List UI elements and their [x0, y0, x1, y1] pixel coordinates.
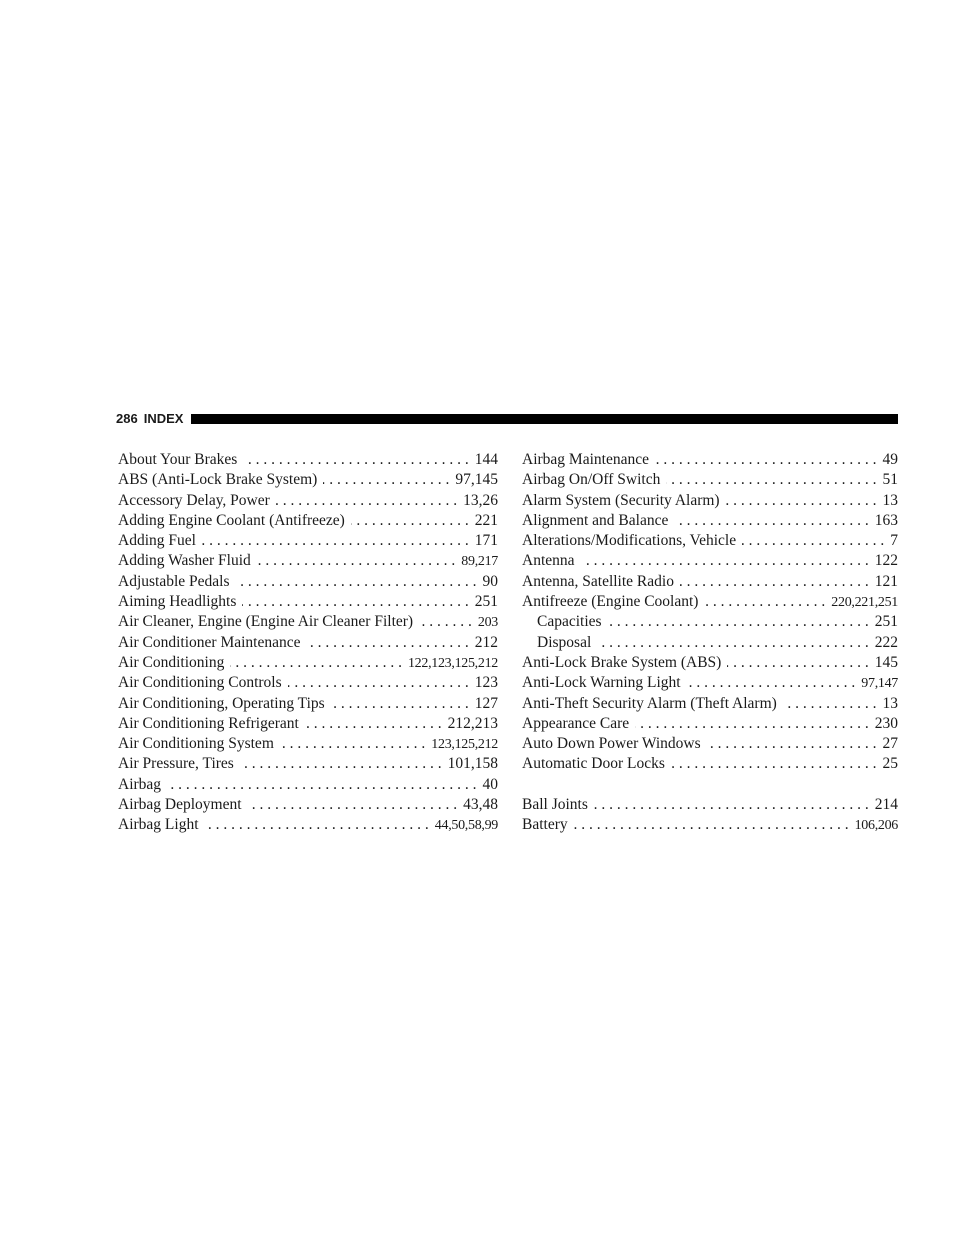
entry-pages: 212,213: [447, 714, 498, 732]
dot-leader: [242, 592, 468, 612]
index-entry: [118, 531, 498, 551]
entry-pages: 25: [882, 755, 898, 773]
entry-label: Alarm System (Security Alarm): [522, 491, 720, 509]
index-entry: [522, 450, 898, 470]
dot-leader: [783, 694, 877, 714]
index-subentry: [522, 612, 898, 632]
index-entry: [118, 694, 498, 714]
index-entry: [118, 592, 498, 612]
dot-leader: [680, 572, 869, 592]
dot-leader: [581, 551, 869, 571]
entry-label: Antenna, Satellite Radio: [522, 572, 674, 590]
index-entry: [118, 633, 498, 653]
dot-leader: [674, 511, 868, 531]
entry-label: Air Conditioner Maintenance: [118, 633, 301, 651]
index-entry: [522, 673, 898, 693]
entry-label: Auto Down Power Windows: [522, 735, 701, 753]
entry-label: Air Conditioning System: [118, 735, 274, 753]
index-entry: [118, 673, 498, 693]
entry-pages: 43,48: [463, 796, 498, 814]
index-entry: [522, 491, 898, 511]
entry-label: Air Conditioning Refrigerant: [118, 714, 299, 732]
index-entry: [522, 551, 898, 571]
entry-pages: 230: [874, 714, 898, 732]
entry-label: Appearance Care: [522, 714, 630, 732]
entry-label: About Your Brakes: [118, 451, 238, 468]
index-entry: [522, 795, 898, 815]
dot-leader: [331, 694, 469, 714]
dot-leader: [608, 612, 869, 632]
index-entry: [118, 551, 498, 571]
dot-leader: [687, 673, 856, 693]
entry-pages: 13,26: [463, 491, 498, 509]
dot-leader: [305, 714, 442, 734]
dot-leader: [671, 754, 877, 774]
dot-leader: [167, 775, 476, 795]
entry-label: Air Conditioning: [118, 653, 225, 671]
entry-label: Airbag Deployment: [118, 796, 242, 814]
dot-leader: [707, 734, 877, 754]
dot-leader: [276, 491, 457, 511]
entry-label: Air Cleaner, Engine (Engine Air Cleaner Filter): [118, 613, 414, 631]
index-entry: [118, 734, 498, 754]
entry-label: Adding Washer Fluid: [118, 552, 251, 570]
entry-pages: 89,217: [461, 554, 498, 570]
index-entry: [118, 815, 498, 835]
entry-label: Battery: [522, 816, 568, 834]
entry-pages: 144: [474, 451, 498, 468]
entry-label: Aiming Headlights: [118, 593, 237, 611]
dot-leader: [257, 551, 456, 571]
index-column-left: [118, 450, 498, 836]
entry-label: Airbag On/Off Switch: [522, 471, 661, 489]
entry-pages: 13: [882, 694, 898, 712]
entry-pages: 97,147: [861, 676, 898, 692]
dot-leader: [205, 815, 429, 835]
entry-pages: 90: [482, 572, 498, 590]
dot-leader: [280, 734, 425, 754]
entry-pages: 203: [477, 615, 498, 631]
entry-label: Air Conditioning Controls: [118, 674, 282, 692]
index-entry: [118, 491, 498, 511]
entry-pages: 145: [874, 653, 898, 671]
section-title: INDEX: [143, 411, 184, 426]
entry-pages: 97,145: [455, 471, 498, 489]
index-entry: [522, 592, 898, 612]
entry-label: ABS (Anti-Lock Brake System): [118, 471, 318, 489]
entry-label: Air Pressure, Tires: [118, 755, 234, 773]
page-header: [116, 412, 898, 426]
index-entry: [118, 612, 498, 632]
dot-leader: [726, 491, 877, 511]
dot-leader: [307, 633, 469, 653]
entry-label: Anti-Theft Security Alarm (Theft Alarm): [522, 694, 777, 712]
index-entry: [118, 714, 498, 734]
index-entry: [118, 572, 498, 592]
dot-leader: [666, 470, 876, 490]
index-subentry: [522, 633, 898, 653]
index-entry: [522, 694, 898, 714]
entry-pages: 122: [874, 552, 898, 570]
entry-label: Anti-Lock Warning Light: [522, 674, 681, 692]
entry-label: Adding Engine Coolant (Antifreeze): [118, 511, 345, 529]
entry-label: Ball Joints: [522, 796, 588, 814]
entry-label: Adding Fuel: [118, 532, 196, 550]
entry-label: Anti-Lock Brake System (ABS): [522, 653, 722, 671]
index-entry: [118, 511, 498, 531]
page-number: 286: [116, 411, 138, 426]
dot-leader: [202, 531, 469, 551]
entry-pages: 121: [874, 572, 898, 590]
index-entry: [522, 653, 898, 673]
entry-pages: 106,206: [854, 818, 898, 834]
entry-label: Automatic Door Locks: [522, 755, 665, 773]
dot-leader: [240, 754, 442, 774]
entry-label: Antifreeze (Engine Coolant): [522, 593, 699, 611]
header-rule: [191, 414, 898, 424]
entry-label: Air Conditioning, Operating Tips: [118, 694, 325, 712]
entry-label: Antenna: [522, 552, 575, 570]
entry-pages: 222: [874, 633, 898, 651]
entry-label: Alignment and Balance: [522, 511, 669, 529]
entry-pages: 221: [474, 511, 498, 529]
dot-leader: [704, 592, 825, 612]
dot-leader: [243, 450, 468, 470]
index-column-right: [522, 450, 898, 836]
entry-pages: 7: [890, 532, 898, 550]
index-entry: [522, 815, 898, 835]
dot-leader: [655, 450, 877, 470]
entry-pages: 122,123,125,212: [407, 655, 498, 671]
index-entry: [118, 795, 498, 815]
index-entry: [118, 653, 498, 673]
entry-pages: 212: [474, 633, 498, 651]
index-entry: [522, 511, 898, 531]
entry-pages: 101,158: [447, 755, 498, 773]
index-entry: [522, 470, 898, 490]
index-entry: [118, 754, 498, 774]
dot-leader: [742, 531, 884, 551]
dot-leader: [236, 572, 477, 592]
entry-label: Adjustable Pedals: [118, 572, 230, 590]
entry-label: Disposal: [537, 633, 592, 651]
dot-leader: [727, 653, 868, 673]
entry-pages: 44,50,58,99: [434, 818, 498, 834]
index-entry: [522, 734, 898, 754]
entry-pages: 214: [874, 796, 898, 814]
dot-leader: [351, 511, 469, 531]
entry-label: Airbag: [118, 775, 162, 793]
entry-pages: 51: [882, 471, 898, 489]
dot-leader: [419, 612, 472, 632]
dot-leader: [323, 470, 449, 490]
entry-pages: 127: [474, 694, 498, 712]
entry-label: Capacities: [537, 613, 602, 631]
index-entry: [522, 754, 898, 774]
dot-leader: [248, 795, 458, 815]
dot-leader: [288, 673, 469, 693]
index-entry: [118, 470, 498, 490]
entry-pages: 220,221,251: [831, 595, 898, 611]
index-entry: [522, 714, 898, 734]
dot-leader: [594, 795, 869, 815]
entry-pages: 123: [474, 674, 498, 692]
dot-leader: [597, 633, 869, 653]
entry-pages: 13: [882, 491, 898, 509]
entry-pages: 123,125,212: [431, 737, 498, 753]
entry-pages: 171: [474, 532, 498, 550]
index-entry: [118, 775, 498, 795]
index-entry: [118, 450, 498, 470]
entry-pages: 251: [874, 613, 898, 631]
entry-label: Alterations/Modifications, Vehicle: [522, 532, 737, 550]
index-entry: [522, 572, 898, 592]
entry-pages: 49: [882, 451, 898, 468]
entry-label: Airbag Maintenance: [522, 451, 649, 468]
entry-label: Airbag Light: [118, 816, 199, 834]
entry-pages: 251: [474, 593, 498, 611]
entry-pages: 163: [874, 511, 898, 529]
dot-leader: [230, 653, 402, 673]
entry-pages: 27: [882, 735, 898, 753]
dot-leader: [574, 815, 849, 835]
dot-leader: [635, 714, 869, 734]
entry-pages: 40: [482, 775, 498, 793]
entry-label: Accessory Delay, Power: [118, 491, 270, 509]
index-entry: [522, 531, 898, 551]
